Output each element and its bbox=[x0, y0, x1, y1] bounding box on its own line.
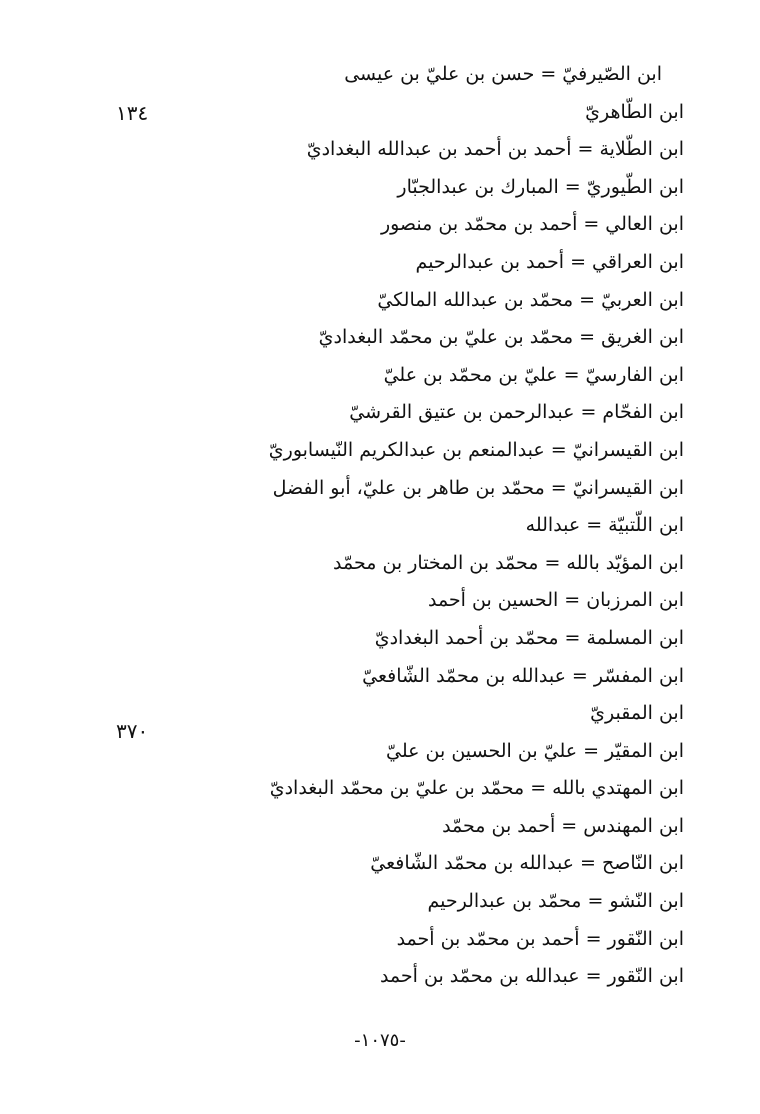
index-entries bbox=[184, 56, 684, 996]
entry-name: ابن النّاصح bbox=[601, 852, 684, 875]
entry-name: ابن الطّاهريّ bbox=[585, 100, 684, 123]
index-entry bbox=[184, 545, 684, 583]
entry-separator: = bbox=[564, 626, 581, 649]
reference-number: ١٣٤ bbox=[116, 101, 149, 125]
index-entry bbox=[184, 921, 684, 959]
index-entry bbox=[184, 56, 684, 94]
entry-name: ابن القيسرانيّ bbox=[572, 476, 684, 499]
entry-separator: = bbox=[540, 63, 557, 85]
entry-separator: = bbox=[544, 551, 561, 574]
entry-target: أحمد بن محمّد بن أحمد bbox=[396, 927, 580, 950]
index-entry bbox=[184, 658, 684, 696]
entry-separator: = bbox=[583, 213, 600, 236]
entry-name: ابن المؤيّد بالله bbox=[566, 551, 684, 574]
entry-separator: = bbox=[561, 814, 578, 837]
index-entry bbox=[184, 883, 684, 921]
entry-name: ابن الفحّام bbox=[602, 401, 684, 424]
entry-name: ابن المسلمة bbox=[586, 626, 684, 649]
index-entry bbox=[184, 131, 684, 169]
entry-separator: = bbox=[571, 664, 588, 687]
entry-separator: = bbox=[585, 965, 602, 988]
index-entry bbox=[184, 169, 684, 207]
index-entry bbox=[184, 808, 684, 846]
entry-separator: = bbox=[586, 514, 603, 537]
entry-separator: = bbox=[585, 927, 602, 950]
entry-name: ابن المرزبان bbox=[586, 589, 684, 612]
entry-target: عبدالرحمن بن عتيق القرشيّ bbox=[349, 401, 575, 424]
entry-name: ابن النّقور bbox=[607, 927, 684, 950]
entry-target: محمّد بن أحمد البغداديّ bbox=[374, 626, 559, 649]
index-entry bbox=[184, 432, 684, 470]
entry-separator: = bbox=[550, 476, 567, 499]
entry-separator: = bbox=[577, 138, 594, 161]
index-entry bbox=[184, 470, 684, 508]
entry-target: محمّد بن عبدالرحيم bbox=[427, 890, 582, 913]
entry-name: ابن المقيّر bbox=[605, 739, 684, 762]
entry-target: أحمد بن أحمد بن عبدالله البغداديّ bbox=[306, 138, 572, 161]
entry-target: حسن بن عليّ بن عيسى bbox=[344, 63, 535, 85]
entry-name: ابن المفسّر bbox=[593, 664, 684, 687]
index-entry bbox=[184, 958, 684, 996]
entry-name: ابن النّقور bbox=[607, 965, 684, 988]
entry-name: ابن الطّلاية bbox=[599, 138, 684, 161]
entry-target: محمّد بن عليّ بن محمّد البغداديّ bbox=[318, 326, 574, 349]
index-entry bbox=[184, 206, 684, 244]
entry-target: محمّد بن عبدالله المالكيّ bbox=[377, 288, 574, 311]
entry-name: ابن العراقي bbox=[592, 250, 684, 273]
entry-target: عليّ بن الحسين بن عليّ bbox=[386, 739, 578, 762]
entry-separator: = bbox=[563, 363, 580, 386]
entry-target: محمّد بن طاهر بن عليّ، أبو الفضل bbox=[272, 476, 545, 499]
entry-name: ابن المهتدي بالله bbox=[552, 777, 684, 800]
entry-target: أحمد بن محمّد بن منصور bbox=[380, 213, 578, 236]
entry-name: ابن العالي bbox=[605, 213, 684, 236]
index-entry bbox=[184, 845, 684, 883]
entry-separator: = bbox=[579, 288, 596, 311]
index-entry bbox=[184, 507, 684, 545]
entry-target: عبدالمنعم بن عبدالكريم النّيسابوريّ bbox=[268, 438, 545, 461]
index-entry bbox=[184, 620, 684, 658]
entry-target: المبارك بن عبدالجبّار bbox=[397, 175, 559, 198]
index-entry bbox=[184, 357, 684, 395]
entry-target: عبدالله بن محمّد الشّافعيّ bbox=[362, 664, 566, 687]
index-entry bbox=[184, 770, 684, 808]
index-entry bbox=[184, 319, 684, 357]
index-entry bbox=[184, 244, 684, 282]
entry-separator: = bbox=[583, 739, 600, 762]
entry-separator: = bbox=[579, 326, 596, 349]
index-entry bbox=[184, 394, 684, 432]
entry-separator: = bbox=[564, 589, 581, 612]
entry-name: ابن المقبريّ bbox=[590, 702, 684, 725]
entry-name: ابن اللّتبيّة bbox=[608, 514, 684, 537]
entry-separator: = bbox=[530, 777, 547, 800]
index-entry bbox=[184, 733, 684, 771]
entry-separator: = bbox=[580, 852, 596, 875]
index-entry bbox=[184, 94, 684, 132]
entry-target: الحسين بن أحمد bbox=[427, 589, 559, 612]
entry-separator: = bbox=[587, 890, 604, 913]
entry-separator: = bbox=[570, 250, 586, 273]
entry-target: محمّد بن المختار بن محمّد bbox=[333, 551, 539, 574]
page-number: -١٠٧٥- bbox=[354, 1030, 406, 1051]
entry-target: أحمد بن عبدالرحيم bbox=[415, 250, 565, 273]
entry-separator: = bbox=[550, 438, 567, 461]
entry-target: محمّد بن عليّ بن محمّد البغداديّ bbox=[269, 777, 525, 800]
entry-name: ابن المهندس bbox=[583, 814, 684, 837]
entry-separator: = bbox=[580, 401, 597, 424]
entry-name: ابن النّشو bbox=[609, 890, 684, 913]
entry-name: ابن الصّيرفيّ bbox=[562, 63, 662, 85]
entry-target: عليّ بن محمّد بن عليّ bbox=[383, 363, 558, 386]
entry-target: عبدالله بن محمّد بن أحمد bbox=[379, 965, 580, 988]
entry-separator: = bbox=[564, 175, 581, 198]
index-entry bbox=[184, 695, 684, 733]
index-entry bbox=[184, 582, 684, 620]
entry-target: عبدالله bbox=[525, 514, 581, 537]
entry-target: أحمد بن محمّد bbox=[442, 814, 556, 837]
index-entry bbox=[184, 282, 684, 320]
entry-name: ابن الفارسيّ bbox=[585, 363, 684, 386]
entry-name: ابن الغريق bbox=[601, 326, 684, 349]
entry-name: ابن الطّيوريّ bbox=[586, 175, 684, 198]
entry-name: ابن القيسرانيّ bbox=[572, 438, 684, 461]
entry-target: عبدالله بن محمّد الشّافعيّ bbox=[370, 852, 575, 875]
entry-name: ابن العربيّ bbox=[601, 288, 684, 311]
reference-number: ٣٧٠ bbox=[116, 719, 149, 743]
